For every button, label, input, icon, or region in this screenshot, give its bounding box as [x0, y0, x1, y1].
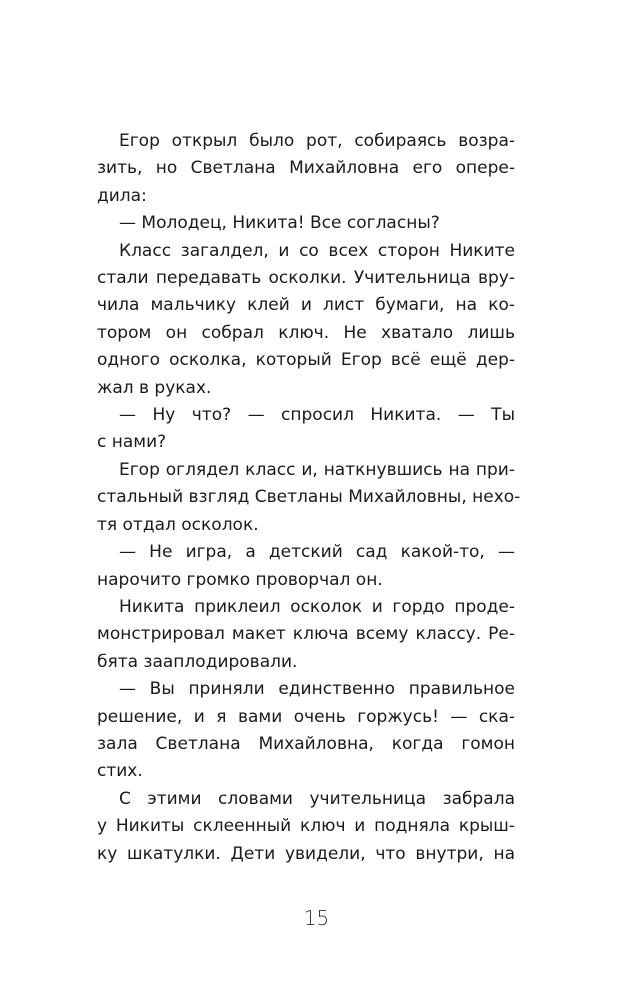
text-line: зала Светлана Михайловна, когда гомон — [97, 733, 515, 754]
text-line: Класс загалдел, и со всех сторон Никите — [119, 240, 515, 261]
page-number: 15 — [303, 906, 330, 930]
text-line: Никита приклеил осколок и гордо проде- — [119, 596, 515, 617]
text-line: решение, и я вами очень горжусь! — ска- — [97, 706, 515, 727]
text-line: — Вы приняли единственно правильное — [119, 679, 515, 700]
text-line: у Никиты склеенный ключ и подняла крыш- — [97, 816, 515, 837]
text-line: С этими словами учительница забрала — [119, 788, 515, 809]
text-line: стальный взгляд Светланы Михайловны, нехо- — [97, 487, 521, 508]
text-line: зить, но Светлана Михайловна его опере- — [97, 158, 515, 179]
text-line: — Молодец, Никита! Все согласны? — [119, 213, 440, 234]
text-line: бята зааплодировали. — [97, 651, 298, 672]
text-line: монстрировал макет ключа всему классу. Ре- — [97, 624, 515, 645]
text-line: тором он собрал ключ. Не хватало лишь — [97, 322, 515, 343]
body-text — [97, 128, 521, 868]
text-line: чила мальчику клей и лист бумаги, на ко- — [97, 295, 515, 316]
text-line: стали передавать осколки. Учительница вру- — [97, 268, 515, 289]
text-line: — Ну что? — спросил Никита. — Ты — [119, 405, 515, 426]
text-line: стих. — [97, 761, 143, 782]
text-line: ку шкатулки. Дети увидели, что внутри, на — [97, 843, 515, 864]
text-line: нарочито громко проворчал он. — [97, 569, 383, 590]
text-line: с нами? — [97, 432, 167, 453]
text-line: Егор оглядел класс и, наткнувшись на при- — [119, 459, 515, 480]
text-line: дила: — [97, 185, 147, 206]
text-line: жал в руках. — [97, 377, 212, 398]
text-line: — Не игра, а детский сад какой-то, — — [119, 542, 515, 563]
text-line: одного осколка, который Егор всё ещё дер- — [97, 350, 515, 371]
text-line: тя отдал осколок. — [97, 514, 259, 535]
text-line: Егор открыл было рот, собираясь возра- — [119, 131, 515, 151]
